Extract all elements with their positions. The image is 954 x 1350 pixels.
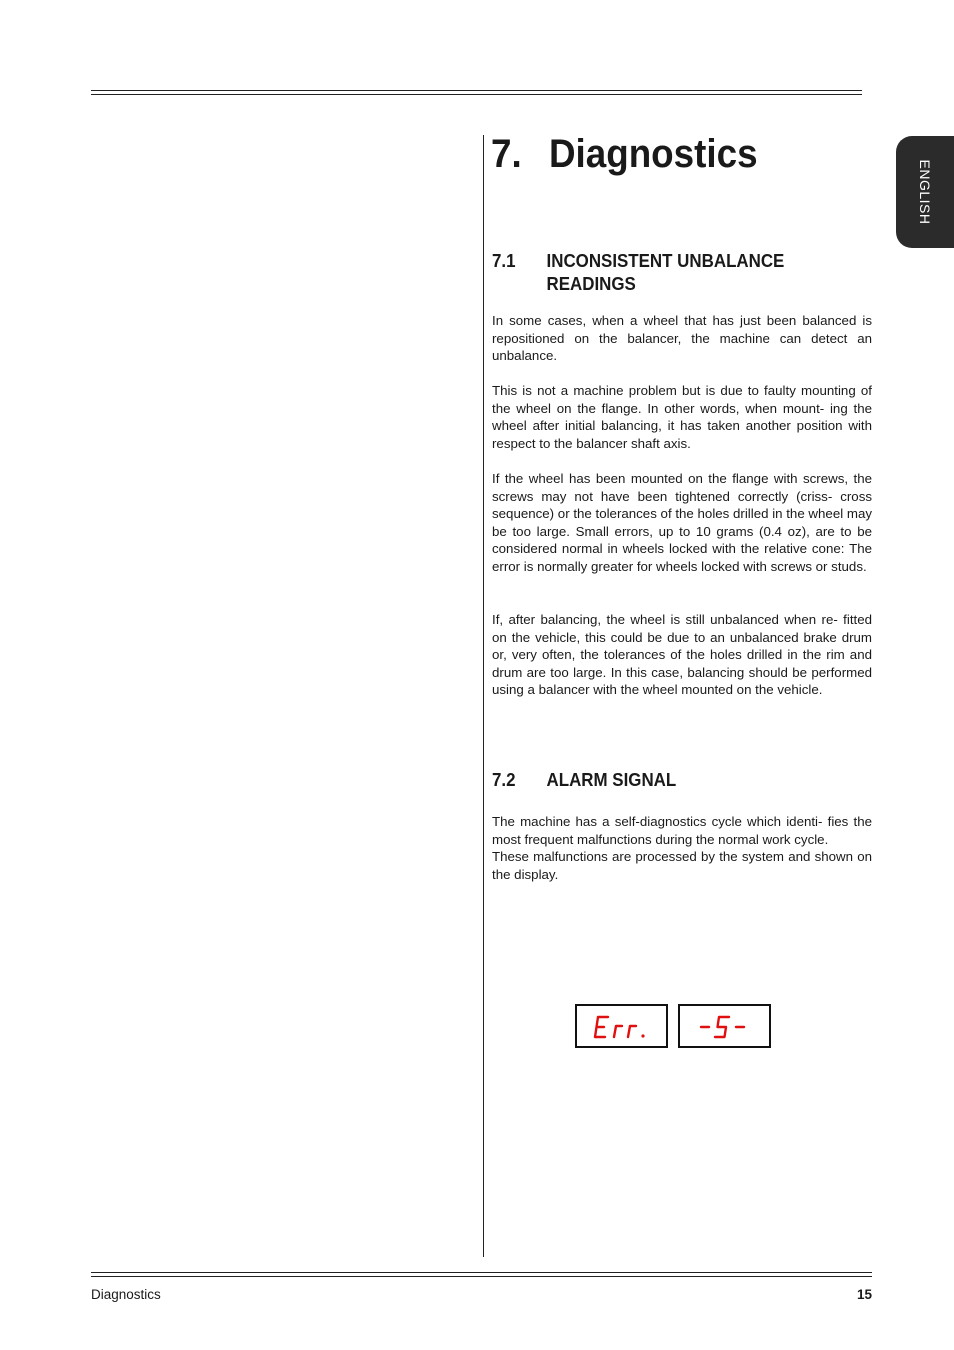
page-number: 15 <box>856 1287 872 1302</box>
display-right-panel <box>678 1004 771 1048</box>
language-tab <box>896 136 954 248</box>
chapter-heading <box>491 128 758 180</box>
segment-dot <box>641 1034 644 1037</box>
section-heading-7-1 <box>492 250 791 296</box>
section-number: 7.2 <box>492 770 516 790</box>
paragraph: If the wheel has been mounted on the flange with screws, the screws may not have been tightened correctly (criss- cross sequence) or the tolerances of the holes drilled in the wheel may be too large. Small errors, up to 10 grams (0.4 oz), are to be considered normal in wheels locked with the relative cone: The error is normally greater for wheels locked with screws or studs. <box>492 471 872 574</box>
column-divider <box>483 135 484 1257</box>
chapter-title: Diagnostics <box>548 132 758 176</box>
section-heading-7-2 <box>492 769 791 792</box>
display-left-text: Err. <box>577 1006 579 1007</box>
section-title: INCONSISTENT UNBALANCE READINGS <box>546 251 785 294</box>
display-left-panel <box>575 1004 668 1048</box>
footer-rule-bottom <box>91 1276 872 1277</box>
segment-display-right <box>680 1006 769 1046</box>
section-title: ALARM SIGNAL <box>546 770 677 790</box>
language-tab-label: ENGLISH <box>917 159 933 225</box>
paragraph: If, after balancing, the wheel is still unbalanced when re- fitted on the vehicle, this could be due to an unbalanced brake drum or, very often, the tolerances of the holes drilled in the rim and drum are too large. In this case, balancing should be performed using a balancer with the wheel mounted on the vehicle. <box>492 612 872 698</box>
chapter-number: 7. <box>491 132 522 176</box>
segment-digits <box>701 1017 744 1037</box>
footer-rule-top <box>91 1272 872 1273</box>
footer-section-name: Diagnostics <box>91 1287 161 1302</box>
section-number: 7.1 <box>492 251 516 271</box>
segment-digits <box>595 1017 636 1037</box>
paragraph: This is not a machine problem but is due to faulty mounting of the wheel on the flange. In other words, when mount- ing the wheel after initial balancing, it has taken another position with respect to the balancer shaft axis. <box>492 383 872 451</box>
display-right-text: -5- <box>680 1006 682 1007</box>
header-rule-top <box>91 90 862 91</box>
header-rule-bottom <box>91 94 862 95</box>
segment-display-left <box>577 1006 666 1046</box>
paragraph: In some cases, when a wheel that has just been balanced is repositioned on the balancer, the machine can detect an unbalance. <box>492 313 872 364</box>
paragraph: The machine has a self-diagnostics cycle which identi- fies the most frequent malfunctions during the normal work cycle. These malfunctions are processed by the system and shown on the display. <box>492 814 872 882</box>
